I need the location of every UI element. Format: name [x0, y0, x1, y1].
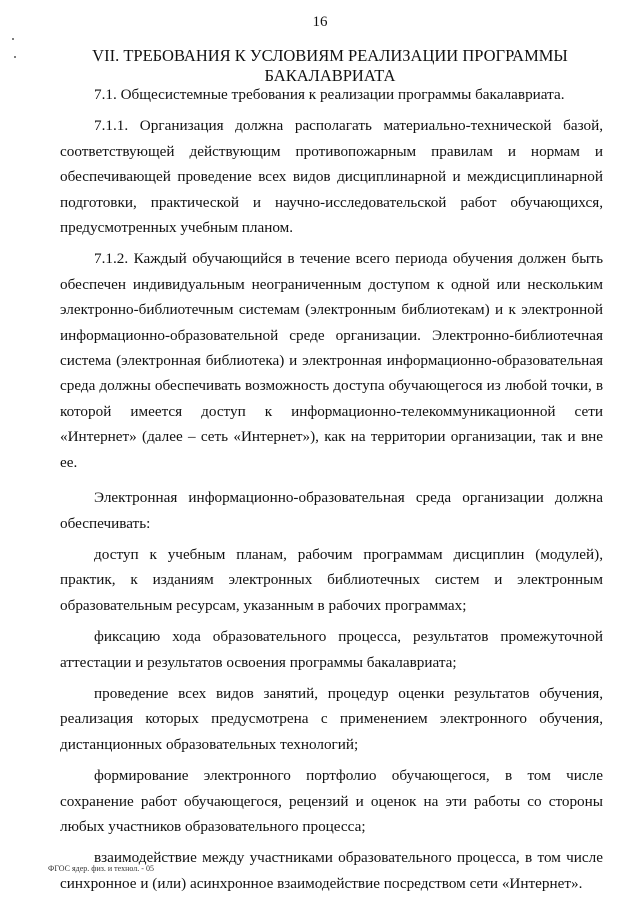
list-item-portfolio: формирование электронного портфолио обучающегося, в том числе сохранение работ обучающегося, рецензий и оценок на эти работы со стороны любых участников образовательного процесса;: [60, 767, 603, 835]
scan-speck: [12, 38, 14, 40]
document-body: [60, 82, 603, 896]
section-title: [60, 46, 600, 86]
page-number: 16: [312, 14, 328, 30]
list-item-classes: проведение всех видов занятий, процедур оценки результатов обучения, реализация которых предусмотрена с применением электронного обучения, дистанционных образовательных технологий;: [60, 684, 603, 753]
paragraph-eios-intro: Электронная информационно-образовательная среда организации должна обеспечивать:: [60, 489, 603, 532]
section-title-line-2: БАКАЛАВРИАТА: [264, 66, 396, 85]
list-item-interaction: взаимодействие между участниками образовательного процесса, в том числе синхронное и (или) асинхронное взаимодействие посредством сети «Интернет».: [60, 849, 603, 892]
list-item-access: доступ к учебным планам, рабочим программам дисциплин (модулей), практик, к изданиям электронных библиотечных систем и электронным образовательным ресурсам, указанным в рабочих программах;: [60, 545, 603, 614]
footer-note: ФГОС ядер. физ. и технол. - 05: [48, 864, 154, 873]
section-title-line-1: VII. ТРЕБОВАНИЯ К УСЛОВИЯМ РЕАЛИЗАЦИИ ПРОГРАММЫ: [92, 46, 568, 65]
scan-speck: [14, 56, 16, 58]
paragraph-7-1-1: 7.1.1. Организация должна располагать материально-технической базой, соответствующей действующим противопожарным правилам и нормам и обеспечивающей проведение всех видов дисциплинарной и междисциплинарной подготовки, практической и научно-исследовательской работ обучающихся, предусмотренных учебным планом.: [60, 117, 603, 237]
paragraph-7-1-2: 7.1.2. Каждый обучающийся в течение всего периода обучения должен быть обеспечен индивидуальным неограниченным доступом к одной или нескольким электронно-библиотечным системам (электронным библиотекам) и к электронной информационно-образовательной среде организации. Электронно-библиотечная система (электронная библиотека) и электронная информационно-образовательная среда должны обеспечивать возможность доступа обучающегося из любой точки, в которой имеется доступ к информационно-телекоммуникационной сети «Интернет» (далее – сеть «Интернет»), как на территории организации, так и вне ее.: [60, 250, 603, 471]
paragraph-7-1: 7.1. Общесистемные требования к реализации программы бакалавриата.: [94, 86, 565, 103]
list-item-fixation: фиксацию хода образовательного процесса, результатов промежуточной аттестации и результатов освоения программы бакалавриата;: [60, 628, 603, 671]
